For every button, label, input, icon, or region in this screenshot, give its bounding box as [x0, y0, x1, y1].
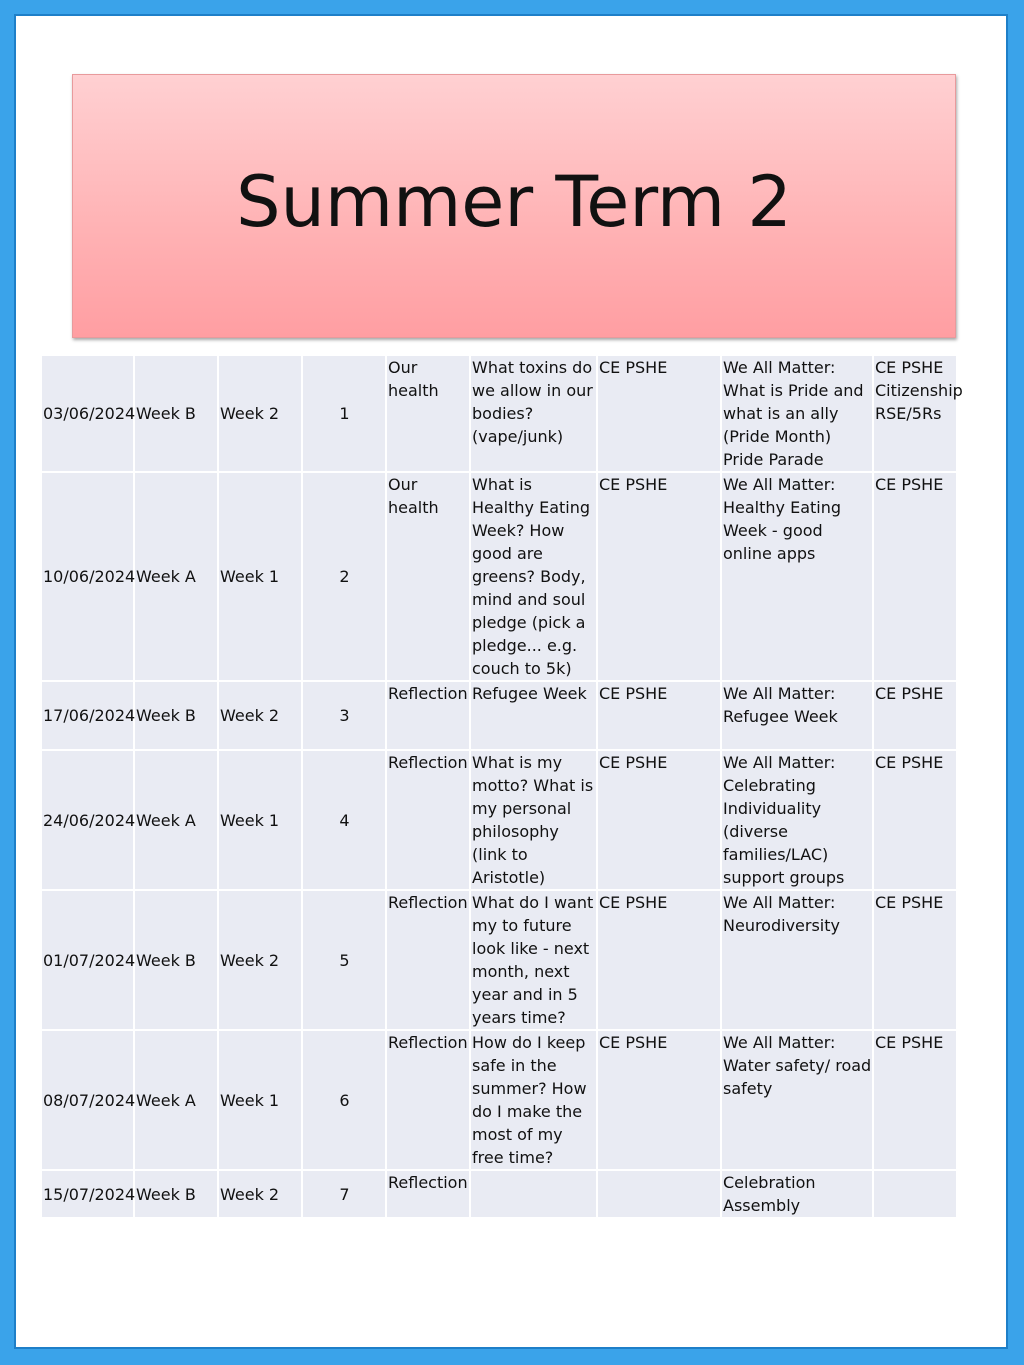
- subject-cell: CE PSHE: [597, 750, 721, 890]
- question-cell: What is my motto? What is my personal philosophy (link to Aristotle): [470, 750, 597, 890]
- date-cell: 15/07/2024: [41, 1170, 134, 1218]
- lesson-number-cell: 3: [302, 681, 386, 750]
- table-row: [41, 1170, 957, 1218]
- date-cell: 03/06/2024: [41, 355, 134, 472]
- assembly-subject-cell: CE PSHE: [873, 681, 957, 750]
- schedule-table: [40, 354, 963, 1219]
- week-number-cell: Week 1: [218, 472, 302, 681]
- table-row: [41, 355, 957, 472]
- lesson-number-cell: 2: [302, 472, 386, 681]
- week-number-cell: Week 2: [218, 890, 302, 1030]
- table-row: [41, 890, 957, 1030]
- table-row: [41, 681, 957, 750]
- week-number-cell: Week 2: [218, 681, 302, 750]
- lesson-number-cell: 1: [302, 355, 386, 472]
- theme-cell: Reflection: [386, 1170, 470, 1218]
- assembly-subject-cell: CE PSHE: [873, 472, 957, 681]
- lesson-number-cell: 4: [302, 750, 386, 890]
- question-cell: What is Healthy Eating Week? How good are greens? Body, mind and soul pledge (pick a pledge... e.g. couch to 5k): [470, 472, 597, 681]
- lesson-number-cell: 5: [302, 890, 386, 1030]
- question-cell: What toxins do we allow in our bodies? (vape/junk): [470, 355, 597, 472]
- question-cell: Refugee Week: [470, 681, 597, 750]
- table-row: [41, 472, 957, 681]
- question-cell: [470, 1170, 597, 1218]
- assembly-cell: We All Matter: Celebrating Individuality (diverse families/LAC) support groups: [721, 750, 873, 890]
- subject-cell: CE PSHE: [597, 1030, 721, 1170]
- question-cell: What do I want my to future look like - next month, next year and in 5 years time?: [470, 890, 597, 1030]
- table-row: [41, 1030, 957, 1170]
- lesson-number-cell: 6: [302, 1030, 386, 1170]
- assembly-cell: We All Matter: Neurodiversity: [721, 890, 873, 1030]
- assembly-subject-cell: CE PSHE: [873, 750, 957, 890]
- subject-cell: CE PSHE: [597, 890, 721, 1030]
- theme-cell: Reflection: [386, 681, 470, 750]
- theme-cell: Our health: [386, 472, 470, 681]
- date-cell: 17/06/2024: [41, 681, 134, 750]
- week-number-cell: Week 2: [218, 355, 302, 472]
- week-ab-cell: Week B: [134, 1170, 218, 1218]
- date-cell: 24/06/2024: [41, 750, 134, 890]
- table-row: [41, 750, 957, 890]
- assembly-subject-cell: CE PSHE: [873, 890, 957, 1030]
- date-cell: 01/07/2024: [41, 890, 134, 1030]
- assembly-cell: We All Matter: What is Pride and what is an ally (Pride Month) Pride Parade: [721, 355, 873, 472]
- week-ab-cell: Week B: [134, 890, 218, 1030]
- lesson-number-cell: 7: [302, 1170, 386, 1218]
- week-number-cell: Week 1: [218, 750, 302, 890]
- assembly-subject-cell: CE PSHE Citizenship RSE/5Rs: [873, 355, 957, 472]
- assembly-cell: Celebration Assembly: [721, 1170, 873, 1218]
- subject-cell: CE PSHE: [597, 355, 721, 472]
- subject-cell: CE PSHE: [597, 681, 721, 750]
- date-cell: 08/07/2024: [41, 1030, 134, 1170]
- theme-cell: Our health: [386, 355, 470, 472]
- title-banner: [72, 74, 956, 338]
- assembly-cell: We All Matter: Refugee Week: [721, 681, 873, 750]
- subject-cell: CE PSHE: [597, 472, 721, 681]
- theme-cell: Reflection: [386, 890, 470, 1030]
- subject-cell: [597, 1170, 721, 1218]
- assembly-subject-cell: CE PSHE: [873, 1030, 957, 1170]
- week-number-cell: Week 2: [218, 1170, 302, 1218]
- week-ab-cell: Week A: [134, 750, 218, 890]
- page-title: Summer Term 2: [236, 161, 792, 243]
- theme-cell: Reflection: [386, 1030, 470, 1170]
- assembly-cell: We All Matter: Water safety/ road safety: [721, 1030, 873, 1170]
- week-ab-cell: Week B: [134, 355, 218, 472]
- week-ab-cell: Week A: [134, 1030, 218, 1170]
- week-ab-cell: Week A: [134, 472, 218, 681]
- assembly-cell: We All Matter: Healthy Eating Week - good online apps: [721, 472, 873, 681]
- week-number-cell: Week 1: [218, 1030, 302, 1170]
- date-cell: 10/06/2024: [41, 472, 134, 681]
- theme-cell: Reflection: [386, 750, 470, 890]
- assembly-subject-cell: [873, 1170, 957, 1218]
- question-cell: How do I keep safe in the summer? How do I make the most of my free time?: [470, 1030, 597, 1170]
- week-ab-cell: Week B: [134, 681, 218, 750]
